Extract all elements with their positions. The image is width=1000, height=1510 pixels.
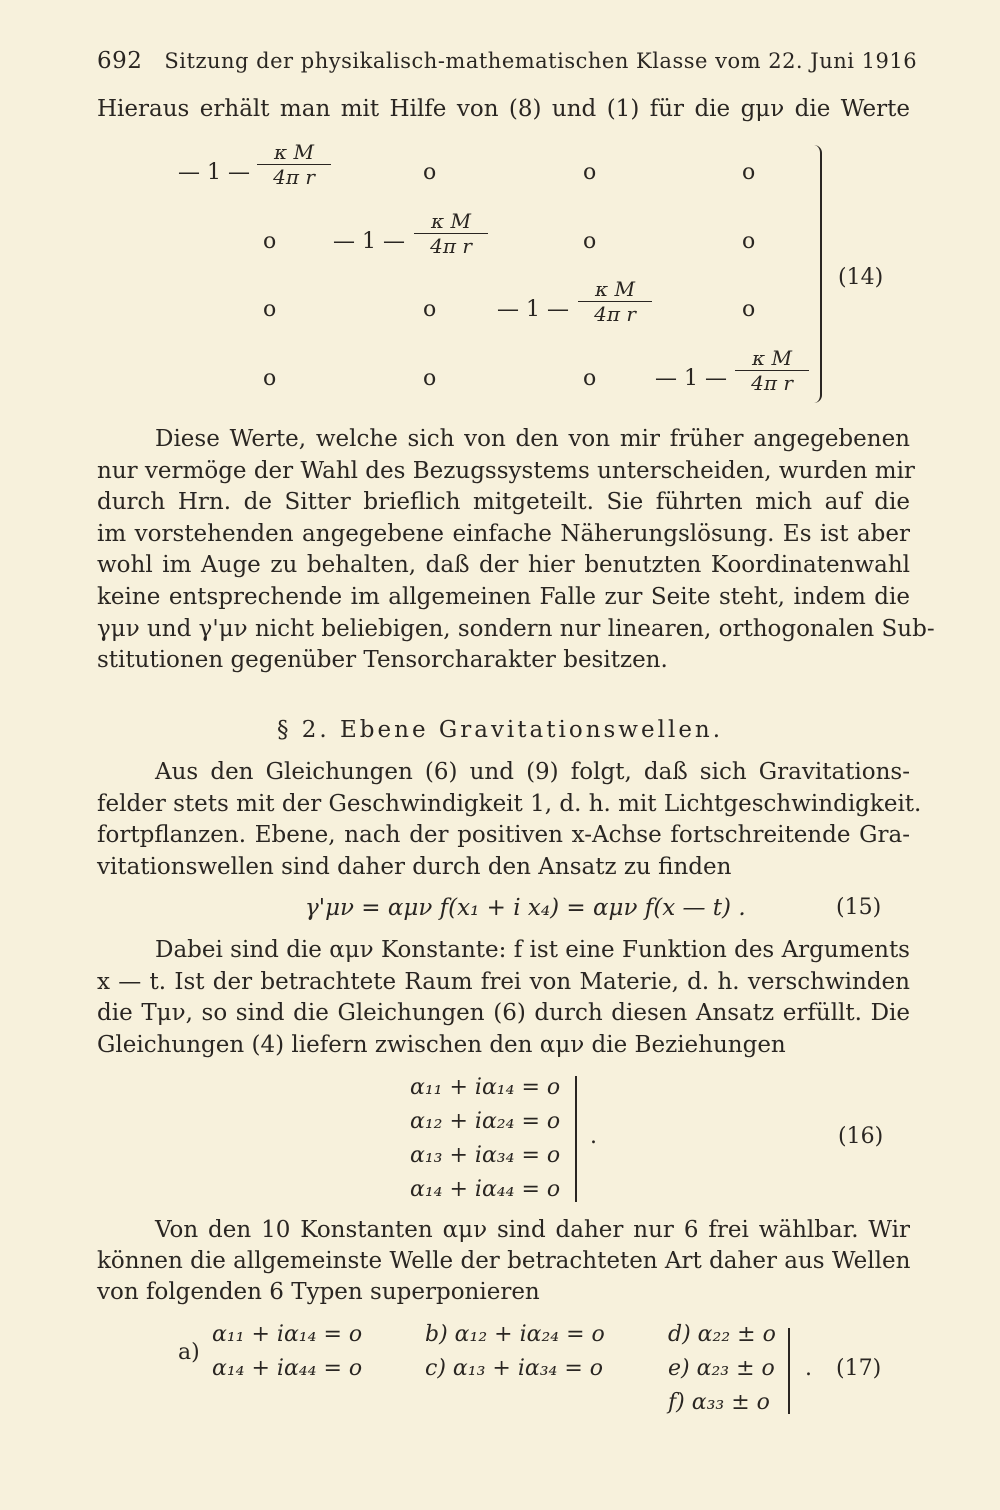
- text-line: durch Hrn. de Sitter brieflich mitgeteilt. Sie führten mich auf die: [97, 489, 910, 515]
- equation-row: α₁₄ + iα₄₄ = o: [410, 1177, 561, 1202]
- text-line: γμν und γ'μν nicht beliebigen, sondern nur linearen, orthogonalen Sub-: [97, 616, 935, 642]
- equation-case-b: b) α₁₂ + iα₂₄ = o: [425, 1322, 605, 1347]
- equation-row: α₁₂ + iα₂₄ = o: [410, 1109, 561, 1134]
- text-line: fortpflanzen. Ebene, nach der positiven x-Achse fortschreitende Gra-: [97, 822, 910, 848]
- equation-case-d: d) α₂₂ ± o: [668, 1322, 776, 1347]
- equation-case-c: c) α₁₃ + iα₃₄ = o: [425, 1356, 604, 1381]
- matrix-zero: o: [263, 229, 277, 254]
- matrix-zero: o: [742, 160, 756, 185]
- equation-row: α₁₄ + iα₄₄ = o: [212, 1356, 363, 1381]
- matrix-minus-one: — 1 —: [333, 229, 405, 254]
- text-line: vitationswellen sind daher durch den Ansatz zu finden: [97, 854, 732, 880]
- equation-period: .: [590, 1124, 597, 1149]
- equation-period: .: [805, 1356, 812, 1381]
- matrix-fraction: κ M 4π r: [257, 140, 331, 189]
- section-title: § 2. Ebene Gravitationswellen.: [276, 717, 724, 743]
- equation-case-f: f) α₃₃ ± o: [668, 1390, 770, 1415]
- text-line: keine entsprechende im allgemeinen Falle zur Seite steht, indem die: [97, 584, 910, 610]
- text-line: stitutionen gegenüber Tensorcharakter besitzen.: [97, 647, 668, 673]
- equation-row: α₁₃ + iα₃₄ = o: [410, 1143, 561, 1168]
- text-line: von folgenden 6 Typen superponieren: [97, 1279, 540, 1305]
- matrix-zero: o: [263, 366, 277, 391]
- matrix-fraction: κ M 4π r: [578, 277, 652, 326]
- text-line: können die allgemeinste Welle der betrachteten Art daher aus Wellen: [97, 1248, 911, 1274]
- matrix-zero: o: [742, 229, 756, 254]
- text-line: Diese Werte, welche sich von den von mir früher angegebenen: [155, 426, 910, 452]
- text-line: felder stets mit der Geschwindigkeit 1, d. h. mit Lichtgeschwindigkeit.: [97, 791, 922, 817]
- text-line: Gleichungen (4) liefern zwischen den αμν die Beziehungen: [97, 1032, 786, 1058]
- matrix-zero: o: [583, 160, 597, 185]
- equation-row: α₁₁ + iα₁₄ = o: [212, 1322, 363, 1347]
- matrix-zero: o: [423, 160, 437, 185]
- matrix-bracket: [808, 145, 822, 403]
- text-line: die Tμν, so sind die Gleichungen (6) durch diesen Ansatz erfüllt. Die: [97, 1000, 910, 1026]
- page-number: 692: [97, 48, 143, 74]
- running-title: Sitzung der physikalisch-mathematischen Klasse vom 22. Juni 1916: [164, 49, 918, 73]
- equation-brace: [575, 1076, 577, 1202]
- matrix-minus-one: — 1 —: [497, 297, 569, 322]
- text-line: wohl im Auge zu behalten, daß der hier benutzten Koordinatenwahl: [97, 552, 910, 578]
- text-line: Aus den Gleichungen (6) und (9) folgt, daß sich Gravitations-: [155, 759, 910, 785]
- equation-number-14: (14): [838, 265, 884, 290]
- matrix-zero: o: [263, 297, 277, 322]
- matrix-zero: o: [423, 366, 437, 391]
- matrix-fraction: κ M 4π r: [735, 346, 809, 395]
- matrix-minus-one: — 1 —: [178, 160, 250, 185]
- intro-line: Hieraus erhält man mit Hilfe von (8) und (1) für die gμν die Werte: [97, 96, 910, 122]
- running-header: [97, 48, 917, 74]
- matrix-zero: o: [583, 366, 597, 391]
- matrix-zero: o: [423, 297, 437, 322]
- matrix-zero: o: [742, 297, 756, 322]
- equation-number-16: (16): [838, 1124, 884, 1149]
- equation-15: γ'μν = αμν f(x₁ + i x₄) = αμν f(x — t) .: [305, 895, 746, 921]
- matrix-zero: o: [583, 229, 597, 254]
- text-line: nur vermöge der Wahl des Bezugssystems unterscheiden, wurden mir: [97, 458, 915, 484]
- matrix-fraction: κ M 4π r: [414, 209, 488, 258]
- equation-number-17: (17): [836, 1356, 882, 1381]
- text-line: Dabei sind die αμν Konstante: f ist eine Funktion des Arguments: [155, 937, 910, 963]
- text-line: im vorstehenden angegebene einfache Näherungslösung. Es ist aber: [97, 521, 910, 547]
- case-label-a: a): [178, 1340, 200, 1365]
- text-line: x — t. Ist der betrachtete Raum frei von Materie, d. h. verschwinden: [97, 969, 910, 995]
- equation-brace: [788, 1328, 790, 1414]
- equation-number-15: (15): [836, 895, 882, 920]
- text-line: Von den 10 Konstanten αμν sind daher nur 6 frei wählbar. Wir: [155, 1217, 910, 1243]
- equation-case-e: e) α₂₃ ± o: [668, 1356, 775, 1381]
- equation-row: α₁₁ + iα₁₄ = o: [410, 1075, 561, 1100]
- matrix-minus-one: — 1 —: [655, 366, 727, 391]
